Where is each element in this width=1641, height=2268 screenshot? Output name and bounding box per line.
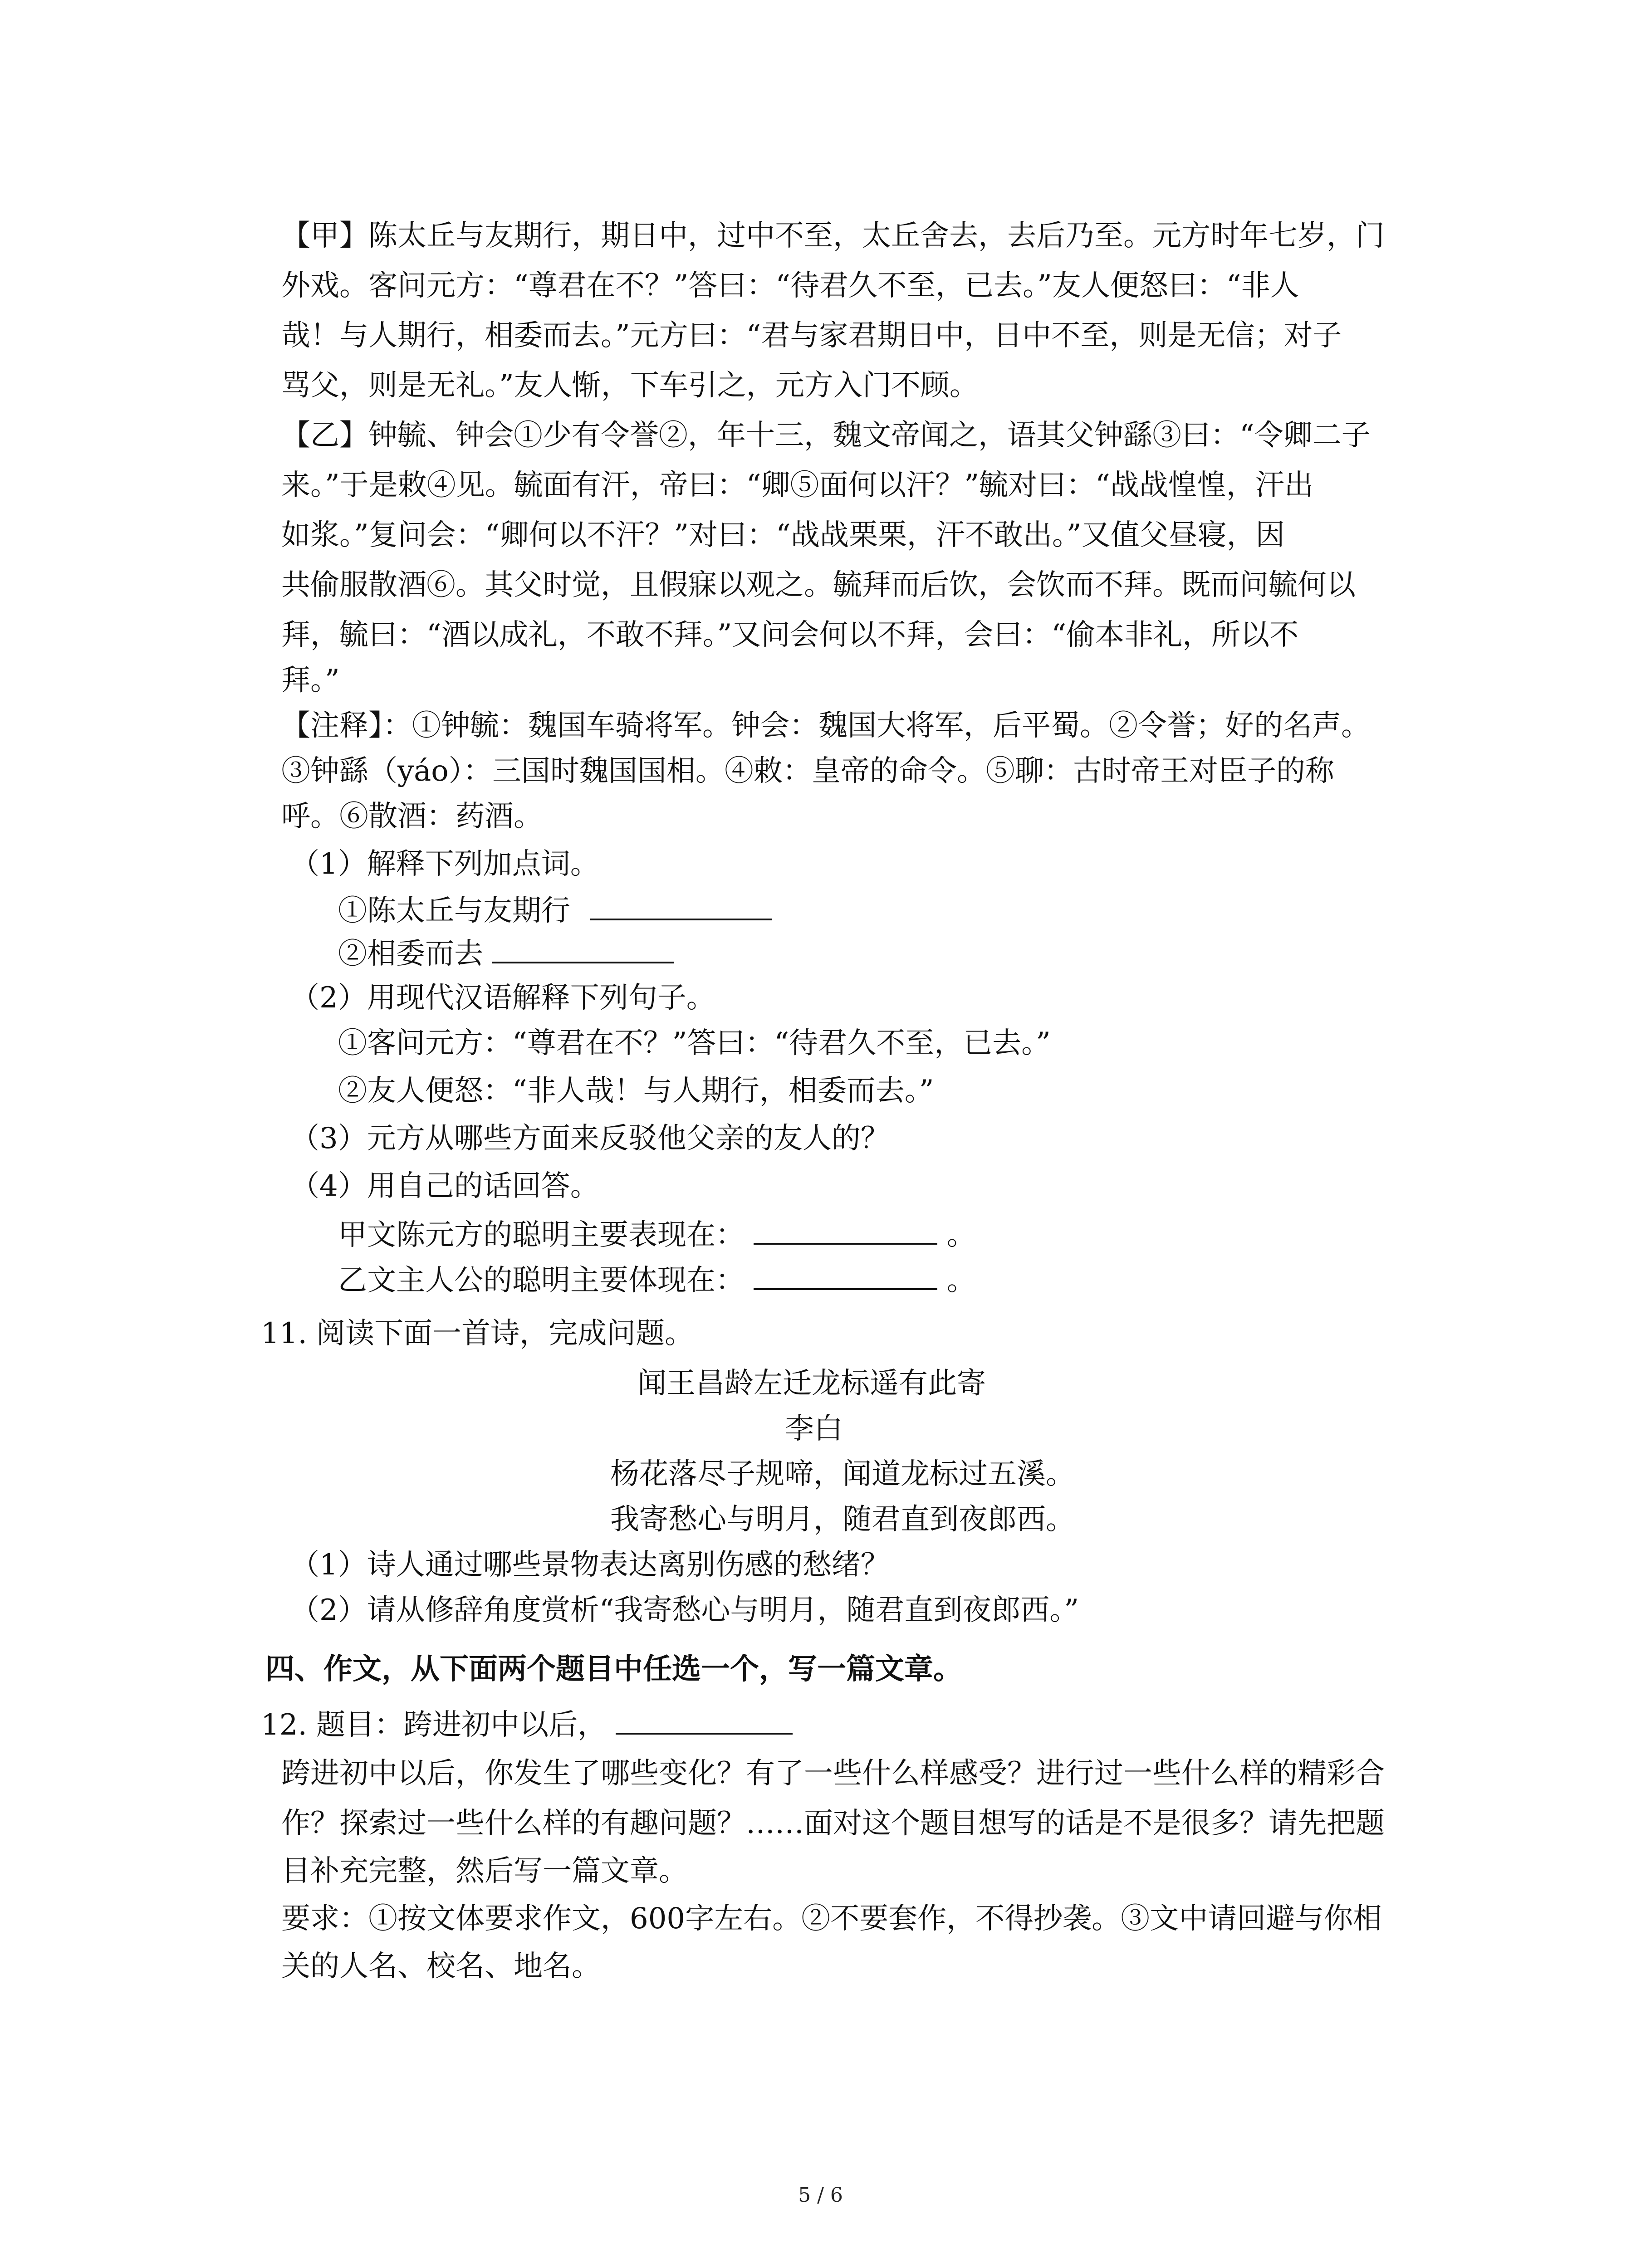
poem-author: 李白 bbox=[785, 1412, 843, 1446]
q10-1-b-text: ②相委而去 bbox=[338, 937, 483, 971]
passage-yi-line: 【乙】钟毓、钟会①少有令誉②，年十三，魏文帝闻之，语其父钟繇③曰：“令卿二子 bbox=[281, 419, 1371, 452]
title-blank[interactable] bbox=[616, 1706, 793, 1735]
poem-line: 杨花落尽子规啼，闻道龙标过五溪。 bbox=[610, 1457, 1075, 1491]
q12-line: 跨进初中以后，你发生了哪些变化？有了一些什么样感受？进行过一些什么样的精彩合 bbox=[281, 1757, 1385, 1790]
q12-line: 目补充完整，然后写一篇文章。 bbox=[281, 1854, 688, 1888]
q10-1-b bbox=[338, 934, 674, 972]
period: 。 bbox=[946, 1218, 976, 1252]
q10-3: （3）元方从哪些方面来反驳他父亲的友人的？ bbox=[290, 1122, 890, 1155]
period: 。 bbox=[946, 1264, 976, 1297]
passage-yi-line: 拜，毓曰：“酒以成礼，不敢不拜。”又问会何以不拜，会曰：“偷本非礼，所以不 bbox=[281, 618, 1299, 652]
q12-line: 关的人名、校名、地名。 bbox=[281, 1950, 601, 1983]
q10-2-a: ①客问元方：“尊君在不？”答曰：“待君久不至，已去。” bbox=[338, 1026, 1051, 1060]
passage-yi-line: 共偷服散酒⑥。其父时觉，且假寐以观之。毓拜而后饮，会饮而不拜。既而问毓何以 bbox=[281, 568, 1356, 602]
answer-blank[interactable] bbox=[754, 1216, 937, 1245]
q10-1-a bbox=[338, 891, 772, 929]
q10-1-a-text: ①陈太丘与友期行 bbox=[338, 894, 570, 928]
notes-line: ③钟繇（yáo）：三国时魏国国相。④敕：皇帝的命令。⑤聊：古时帝王对臣子的称 bbox=[281, 754, 1334, 788]
q11-2: （2）请从修辞角度赏析“我寄愁心与明月，随君直到夜郎西。” bbox=[290, 1593, 1079, 1627]
passage-yi-line: 拜。” bbox=[281, 664, 340, 697]
q12-line: 作？探索过一些什么样的有趣问题？……面对这个题目想写的话是不是很多？请先把题 bbox=[281, 1807, 1385, 1840]
q10-4-a-text: 甲文陈元方的聪明主要表现在： bbox=[338, 1218, 745, 1252]
passage-yi-line: 如浆。”复问会：“卿何以不汗？”对曰：“战战栗栗，汗不敢出。”又值父昼寝，因 bbox=[281, 518, 1285, 552]
q12-stem-text: 12. 题目：跨进初中以后， bbox=[261, 1708, 607, 1742]
answer-blank[interactable] bbox=[492, 934, 674, 963]
passage-yi-line: 来。”于是敕④见。毓面有汗，帝曰：“卿⑤面何以汗？”毓对曰：“战战惶惶，汗出 bbox=[281, 469, 1313, 502]
passage-jia-line: 骂父，则是无礼。”友人惭，下车引之，元方入门不顾。 bbox=[281, 369, 979, 402]
passage-jia-line: 【甲】陈太丘与友期行，期日中，过中不至，太丘舍去，去后乃至。元方时年七岁，门 bbox=[281, 219, 1385, 253]
answer-blank[interactable] bbox=[590, 891, 772, 920]
q12-stem bbox=[261, 1706, 793, 1743]
q11-1: （1）诗人通过哪些景物表达离别伤感的愁绪？ bbox=[290, 1548, 890, 1582]
q10-4: （4）用自己的话回答。 bbox=[290, 1169, 599, 1203]
q12-line: 要求：①按文体要求作文，600字左右。②不要套作，不得抄袭。③文中请回避与你相 bbox=[281, 1902, 1382, 1936]
passage-jia-line: 外戏。客问元方：“尊君在不？”答曰：“待君久不至，已去。”友人便怒曰：“非人 bbox=[281, 269, 1299, 303]
q10-2: （2）用现代汉语解释下列句子。 bbox=[290, 981, 715, 1015]
notes-line: 【注释】：①钟毓：魏国车骑将军。钟会：魏国大将军，后平蜀。②令誉；好的名声。 bbox=[281, 709, 1370, 743]
q11-stem: 11. 阅读下面一首诗，完成问题。 bbox=[261, 1317, 694, 1350]
q10-4-a bbox=[338, 1216, 976, 1253]
q10-2-b: ②友人便怒：“非人哉！与人期行，相委而去。” bbox=[338, 1074, 934, 1108]
q10-4-b-text: 乙文主人公的聪明主要体现在： bbox=[338, 1264, 745, 1297]
answer-blank[interactable] bbox=[754, 1261, 937, 1290]
q10-1: （1）解释下列加点词。 bbox=[290, 847, 599, 881]
notes-line: 呼。⑥散酒：药酒。 bbox=[281, 800, 543, 833]
poem-title: 闻王昌龄左迁龙标遥有此寄 bbox=[637, 1367, 986, 1400]
passage-jia-line: 哉！与人期行，相委而去。”元方曰：“君与家君期日中，日中不至，则是无信；对子 bbox=[281, 319, 1342, 352]
page-number: 5 / 6 bbox=[798, 2184, 843, 2207]
q10-4-b bbox=[338, 1261, 976, 1299]
poem-line: 我寄愁心与明月，随君直到夜郎西。 bbox=[610, 1503, 1075, 1536]
section-heading: 四、作文，从下面两个题目中任选一个，写一篇文章。 bbox=[265, 1652, 962, 1686]
